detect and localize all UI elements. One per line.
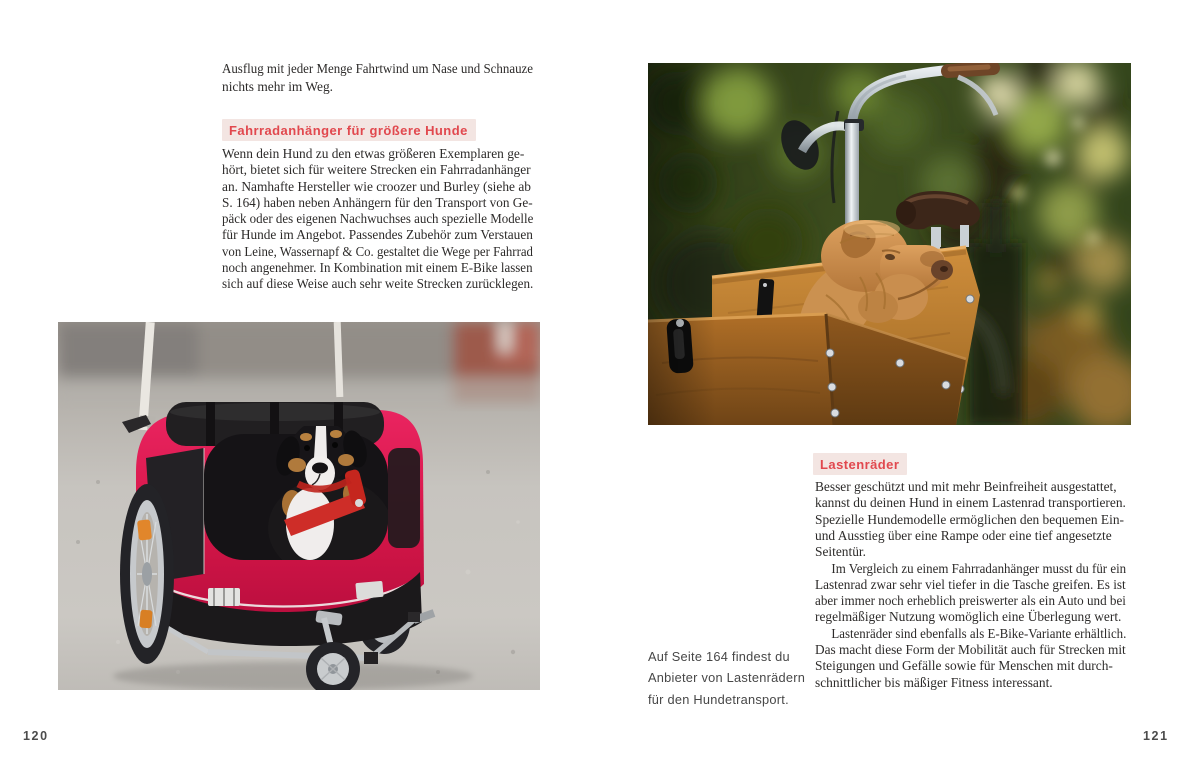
body-text-lastenraeder: Besser geschützt und mit mehr Beinfreiheit ausgestattet, kannst du deinen Hund in einem Lastenrad transportieren. Spezielle Hundemodelle ermöglichen den bequemen Ein- und Ausstieg über eine Rampe oder eine tief angesetzte Seitentür. <box>815 479 1126 560</box>
intro-text: Ausflug mit jeder Menge Fahrtwind um Nase und Schnauze nichts mehr im Weg. <box>222 61 534 95</box>
section-heading-lastenraeder: Lastenräder <box>813 453 907 475</box>
page-number-left: 120 <box>23 729 49 743</box>
blurred-street-background <box>58 322 540 403</box>
body-text-lastenrad-kosten: Im Vergleich zu einem Fahrradanhänger musst du für ein Lastenrad zwar sehr viel tiefer in die Tasche greifen. Es ist aber immer noch erheblich preiswerter als ein Auto und bei regelmäßiger Nutzung womöglich eine Überlegung wert. <box>815 560 1127 625</box>
margin-note-seite-164: Auf Seite 164 findest du Anbieter von Lastenrädern für den Hundetransport. <box>648 649 806 707</box>
section-heading-fahrradanhaenger: Fahrradanhänger für größere Hunde <box>222 119 476 141</box>
photo-cargo-bike-dog <box>648 63 1131 425</box>
body-text-lastenrad-ebike: Lastenräder sind ebenfalls als E-Bike-Variante erhältlich. Das macht diese Form der Mobilität auch für Strecken mit Steigungen und Gefälle sowie für Menschen mit durch- schnittlicher bis mäßiger Fitness interessant. <box>815 625 1127 690</box>
photo-dog-bike-trailer <box>58 322 540 690</box>
body-text-fahrradanhaenger: Wenn dein Hund zu den etwas größeren Exemplaren ge- hört, bietet sich für weitere Strecken ein Fahrradanhänger an. Namhafte Hersteller wie croozer und Burley (siehe ab S. 164) haben neben Anhängern für den Transport von Ge- päck oder des eigenen Nachwuchses auch spezielle Modelle für Hunde im Angebot. Passendes Zubehör zum Verstauen von Leine, Wassernapf & Co. gestaltet die Wege per Fahrrad noch angenehmer. In Kombination mit einem E-Bike lassen sich auf diese Weise auch sehr weite Strecken zurücklegen. <box>222 146 534 292</box>
page-number-right: 121 <box>1143 729 1169 743</box>
trailer-left-wheel <box>120 484 174 664</box>
